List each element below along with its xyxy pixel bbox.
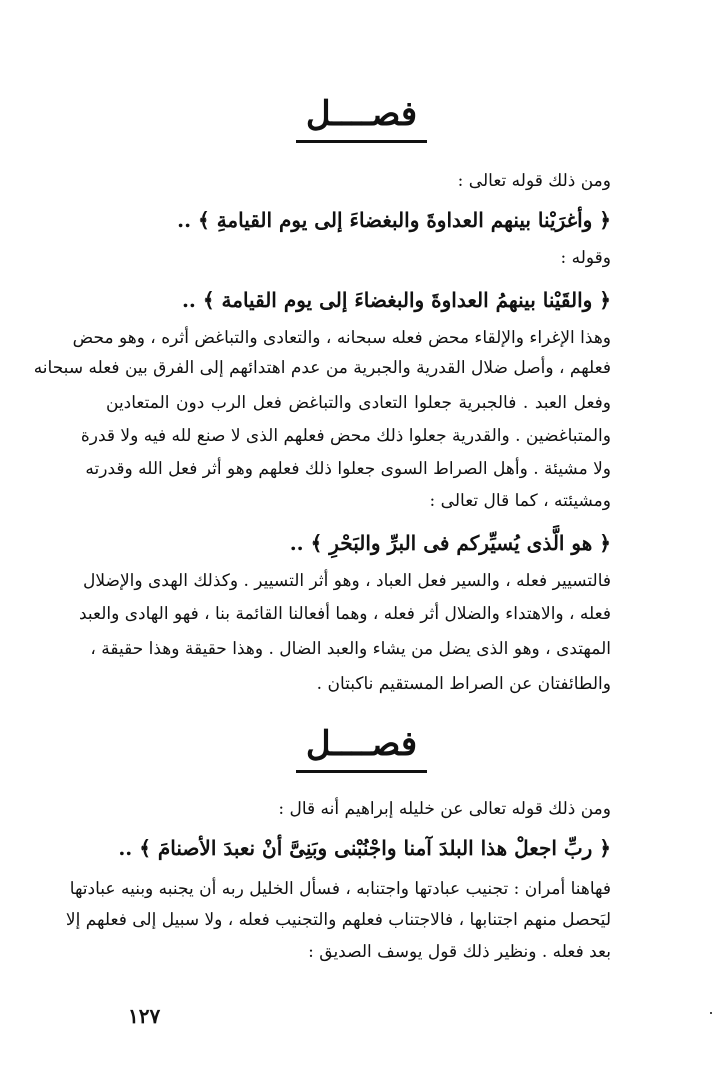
text-line: فعلهم ، وأصل ضلال القدرية والجبرية من عدم اهتدائهم إلى الفرق بين فعله سبحانه (33, 358, 611, 378)
text-line: وهذا الإغراء والإلقاء محض فعله سبحانه ، والتعادى والتباغض أثره ، وهو محض (72, 328, 611, 348)
text-line: ولا مشيئة . وأهل الصراط السوى جعلوا ذلك فعلهم وهو أثر فعل الله وقدرته (85, 459, 611, 479)
text-line: فهاهنا أمران : تجنيب عبادتها واجتنابه ، فسأل الخليل ربه أن يجنبه وبنيه عبادتها (69, 879, 611, 899)
text-line: فعله ، والاهتداء والضلال أثر فعله ، وهما أفعالنا القائمة بنا ، فهو الهادى والعبد (78, 604, 611, 624)
text-line: المهتدى ، وهو الذى يضل من يشاء والعبد الضال . وهذا حقيقة وهذا حقيقة ، (90, 639, 611, 659)
text-line: ليَحصل منهم اجتنابها ، فالاجتناب فعلهم والتجنيب فعله ، ولا سبيل إلى فعلهم إلا (65, 910, 611, 930)
section-heading (0, 92, 723, 143)
text-line: ومن ذلك قوله تعالى عن خليله إبراهيم أنه قال : (278, 799, 611, 819)
quran-verse: ﴿ وأغرَيْنا بينهم العداوةَ والبغضاءَ إلى يوم القيامةِ ﴾ .. (177, 208, 611, 232)
text-line: بعد فعله . ونظير ذلك قول يوسف الصديق : (308, 942, 611, 962)
quran-verse: ﴿ والقَيْنا بينهمُ العداوةَ والبغضاءَ إلى يوم القيامة ﴾ .. (181, 288, 611, 312)
text-line: والطائفتان عن الصراط المستقيم ناكبتان . (316, 674, 611, 694)
text-line: فالتسيير فعله ، والسير فعل العباد ، وهو أثر التسيير . وكذلك الهدى والإضلال (83, 571, 611, 591)
page-number: ١٢٧ (128, 1004, 161, 1028)
section-heading-text: فصــــل (296, 722, 427, 773)
section-heading (0, 722, 723, 773)
text-line: والمتباغضين . والقدرية جعلوا ذلك محض فعلهم الذى لا صنع لله فيه ولا قدرة (80, 426, 611, 446)
scan-speck (710, 1012, 712, 1014)
section-heading-text: فصــــل (296, 92, 427, 143)
quran-verse: ﴿ هو الَّذى يُسيِّركم فى البرِّ والبَحْرِ ﴾ .. (289, 531, 611, 555)
text-line: وفعل العبد . فالجبرية جعلوا التعادى والتباغض فعل الرب دون المتعادين (106, 393, 611, 413)
text-line: وقوله : (560, 248, 611, 268)
text-line: ومن ذلك قوله تعالى : (457, 171, 611, 191)
text-line: ومشيئته ، كما قال تعالى : (429, 491, 611, 511)
quran-verse: ﴿ ربِّ اجعلْ هذا البلدَ آمنا واجْنُبْنى وبَنِىَّ أنْ نعبدَ الأصنامَ ﴾ .. (118, 836, 611, 860)
